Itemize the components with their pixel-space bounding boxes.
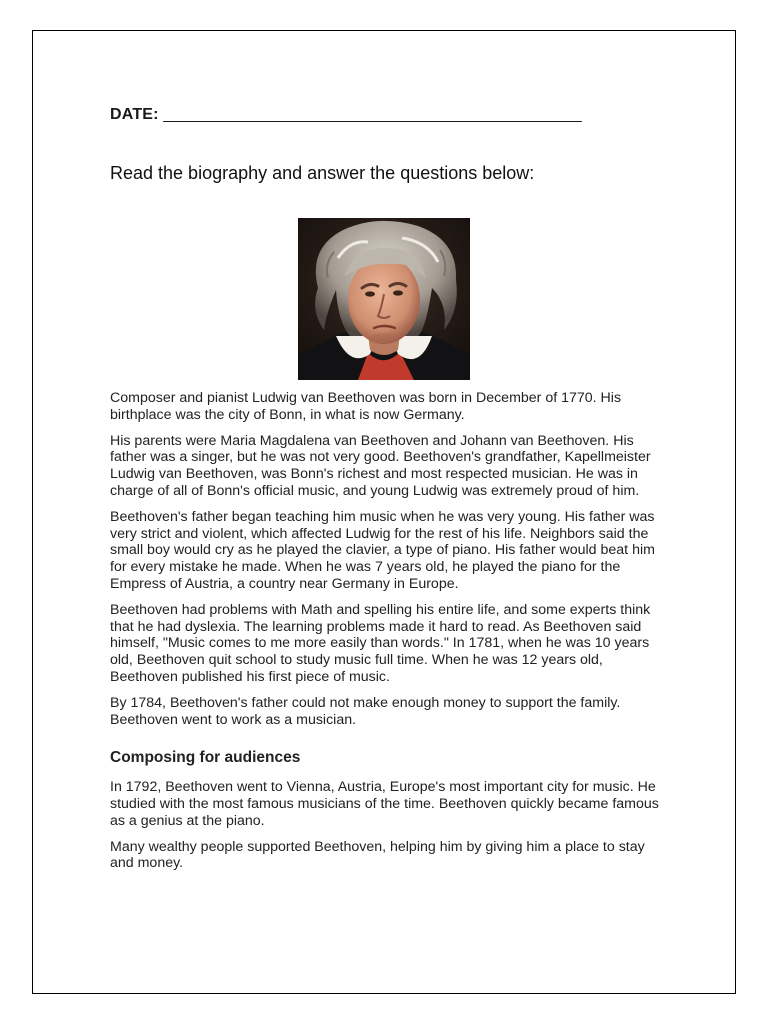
paragraph-2: His parents were Maria Magdalena van Beethoven and Johann van Beethoven. His father was a singer, but he was not very good. Beethoven's grandfather, Kapellmeister Ludwig van Beethoven, was Bonn's richest and most respected musician. He was in charge of all of Bonn's official music, and young Ludwig was extremely proud of him. [110,432,651,499]
section-paragraph-2: Many wealthy people supported Beethoven, helping him by giving him a place to stay and money. [110,838,645,872]
instruction-text: Read the biography and answer the questions below: [110,163,535,183]
section-heading: Composing for audiences [110,749,301,767]
section-paragraph-1: In 1792, Beethoven went to Vienna, Austria, Europe's most important city for music. He studied with the most famous musicians of the time. Beethoven quickly became famous as a genius at the piano. [110,779,659,829]
paragraph-1: Composer and pianist Ludwig van Beethoven was born in December of 1770. His birthplace was the city of Bonn, in what is now Germany. [110,390,622,423]
paragraph-5: By 1784, Beethoven's father could not make enough money to support the family. Beethoven went to work as a musician. [110,694,621,728]
date-blank-line: ______________________________________________ [158,106,582,123]
paragraph-4: Beethoven had problems with Math and spelling his entire life, and some experts think that he had dyslexia. The learning problems made it hard to read. As Beethoven said himself, "Music comes to me more easily than words." In 1781, when he was 10 years old, Beethoven quit school to study music full time. When he was 12 years old, Beethoven published his first piece of music. [110,601,651,685]
date-label: DATE: [110,106,159,123]
biography-text [110,390,670,881]
date-line [110,106,582,124]
paragraph-3: Beethoven's father began teaching him music when he was very young. His father was very strict and violent, which affected Ludwig for the rest of his life. Neighbors said the small boy would cry as he played the clavier, a type of piano. His father would beat him for every mistake he made. When he was 7 years old, he played the piano for the Empress of Austria, a country near Germany in Europe. [110,508,655,592]
beethoven-portrait [298,218,470,380]
